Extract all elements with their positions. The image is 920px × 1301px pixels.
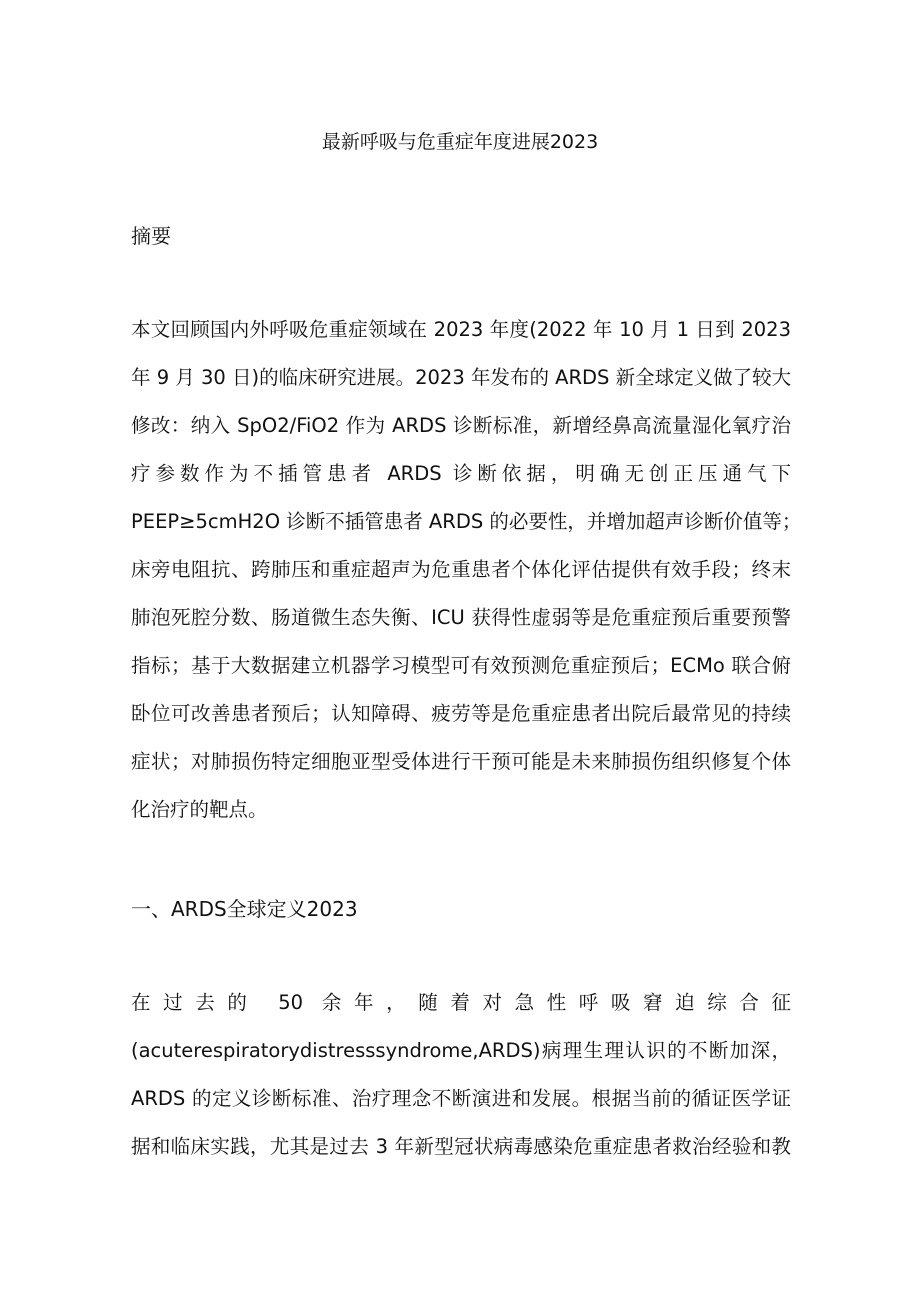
section-line: 在过去的 50 余年，随着对急性呼吸窘迫综合征: [131, 991, 791, 1014]
abstract-line: 修改：纳入 SpO2/FiO2 作为 ARDS 诊断标准，新增经鼻高流量湿化氧疗治: [131, 414, 791, 437]
section-line: (acuterespiratorydistresssyndrome,ARDS)病理生理认识的不断加深，: [131, 1039, 791, 1062]
section-line: 据和临床实践，尤其是过去 3 年新型冠状病毒感染危重症患者救治经验和教: [131, 1135, 791, 1158]
abstract-paragraph: [131, 306, 802, 834]
abstract-line: 症状；对肺损伤特定细胞亚型受体进行干预可能是未来肺损伤组织修复个体: [131, 750, 791, 773]
abstract-line: 卧位可改善患者预后；认知障碍、疲劳等是危重症患者出院后最常见的持续: [131, 702, 791, 725]
abstract-line: 年 9 月 30 日)的临床研究进展。2023 年发布的 ARDS 新全球定义做了较大: [131, 366, 792, 389]
document-title: 最新呼吸与危重症年度进展2023: [321, 131, 599, 153]
section-paragraph: [131, 979, 791, 1171]
section-line: ARDS 的定义诊断标准、治疗理念不断演进和发展。根据当前的循证医学证: [131, 1087, 791, 1110]
section-heading: 一、ARDS全球定义2023: [131, 897, 358, 921]
abstract-line: 肺泡死腔分数、肠道微生态失衡、ICU 获得性虚弱等是危重症预后重要预警: [131, 606, 791, 629]
abstract-line: 本文回顾国内外呼吸危重症领域在 2023 年度(2022 年 10 月 1 日到 2023: [131, 318, 791, 341]
abstract-heading: 摘要: [131, 224, 171, 248]
abstract-line: 疗参数作为不插管患者 ARDS 诊断依据，明确无创正压通气下: [131, 462, 791, 485]
abstract-line: 床旁电阻抗、跨肺压和重症超声为危重患者个体化评估提供有效手段；终末: [131, 558, 791, 581]
abstract-line: 化治疗的靶点。: [131, 798, 268, 821]
abstract-line: PEEP≥5cmH2O 诊断不插管患者 ARDS 的必要性，并增加超声诊断价值等；: [131, 510, 802, 533]
abstract-line: 指标；基于大数据建立机器学习模型可有效预测危重症预后；ECMo 联合俯: [131, 654, 791, 677]
